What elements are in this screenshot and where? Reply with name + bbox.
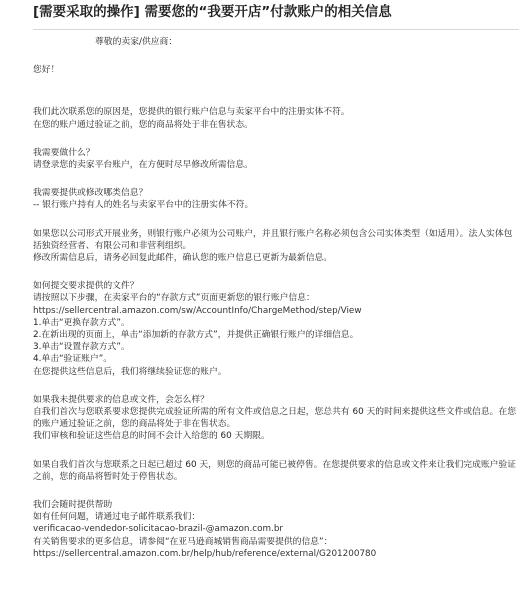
subject-divider xyxy=(33,29,519,30)
body-line: 3.单击“设置存款方式”。 xyxy=(33,342,130,353)
body-line: 请登录您的卖家平台账户，在方便时尽早修改所需信息。 xyxy=(33,160,253,171)
body-line: 1.单击“更换存款方式”。 xyxy=(33,317,130,328)
body-line: 如何提交要求提供的文件？ xyxy=(33,281,139,292)
body-line: 修改所需信息后，请务必回复此邮件，确认您的账户信息已更新为最新信息。 xyxy=(33,253,333,264)
body-line: 2.在新出现的页面上，单击“添加新的存款方式”，并提供正确银行账户的详细信息。 xyxy=(33,330,359,341)
greeting-hello: 您好！ xyxy=(33,65,60,76)
paragraph xyxy=(33,228,519,265)
body-line: 有关销售要求的更多信息，请参阅“在亚马逊商城销售商品需要提供的信息”： xyxy=(33,536,333,547)
body-line: -- 银行账户持有人的姓名与卖家平台中的注册实体不符。 xyxy=(33,200,254,211)
body-line: 如果您以公司形式开展业务，则银行账户必须为公司账户，并且银行账户名称必须包含公司实体类型（如适用）。法人实体包括独资经营者、有限公司和非营利组织。 xyxy=(33,228,513,251)
body-link[interactable]: verificacao-vendedor-solicitacao-brazil-@amazon.com.br xyxy=(33,524,284,535)
email-body xyxy=(33,36,519,576)
body-line: 如果我未提供要求的信息或文件，会怎么样？ xyxy=(33,394,209,405)
body-line: 如果自我们首次与您联系之日起已超过 60 天，则您的商品可能已被停售。在您提供要求的信息或文件来让我们完成账户验证之前，您的商品将暂时处于停售状态。 xyxy=(33,459,517,482)
body-line: 在您提供这些信息后，我们将继续验证您的账户。 xyxy=(33,366,227,377)
body-line: 4.单击“验证账户”。 xyxy=(33,354,113,365)
body-line: 请按照以下步骤，在卖家平台的“存款方式”页面更新您的银行账户信息： xyxy=(33,293,315,304)
body-line: 在您的账户通过验证之前，您的商品将处于非在售状态。 xyxy=(33,119,253,130)
paragraph xyxy=(33,499,519,560)
body-line: 我们会随时提供帮助 xyxy=(33,500,113,511)
greeting-supplier: 尊敬的卖家/供应商： xyxy=(95,37,178,47)
paragraph xyxy=(33,280,519,378)
body-link[interactable]: https://sellercentral.amazon.com.br/help/hub/reference/external/G201200780 xyxy=(33,548,377,559)
paragraph xyxy=(33,394,519,443)
email-subject: [需要采取的操作] 需要您的“我要开店”付款账户的相关信息 xyxy=(33,4,392,20)
paragraph xyxy=(33,187,519,211)
body-line: 我们审核和验证这些信息的时间不会计入给您的 60 天期限。 xyxy=(33,431,270,442)
body-line: 自我们首次与您联系要求您提供完成验证所需的所有文件或信息之日起，您总共有 60 天的时间来提供这些文件或信息。在您的账户通过验证之前，您的商品将处于非在售状态。 xyxy=(33,407,517,430)
body-line: 我需要提供或修改哪类信息？ xyxy=(33,188,148,199)
paragraph xyxy=(33,147,519,171)
body-link[interactable]: https://sellercentral.amazon.com/sw/AccountInfo/ChargeMethod/step/View xyxy=(33,305,362,316)
paragraph xyxy=(33,459,519,483)
body-line: 我们此次联系您的原因是，您提供的银行账户信息与卖家平台中的注册实体不符。 xyxy=(33,107,350,118)
body-line: 我需要做什么？ xyxy=(33,147,95,158)
body-line: 如有任何问题，请通过电子邮件联系我们： xyxy=(33,512,201,523)
paragraph-list xyxy=(33,106,519,560)
paragraph xyxy=(33,106,519,130)
